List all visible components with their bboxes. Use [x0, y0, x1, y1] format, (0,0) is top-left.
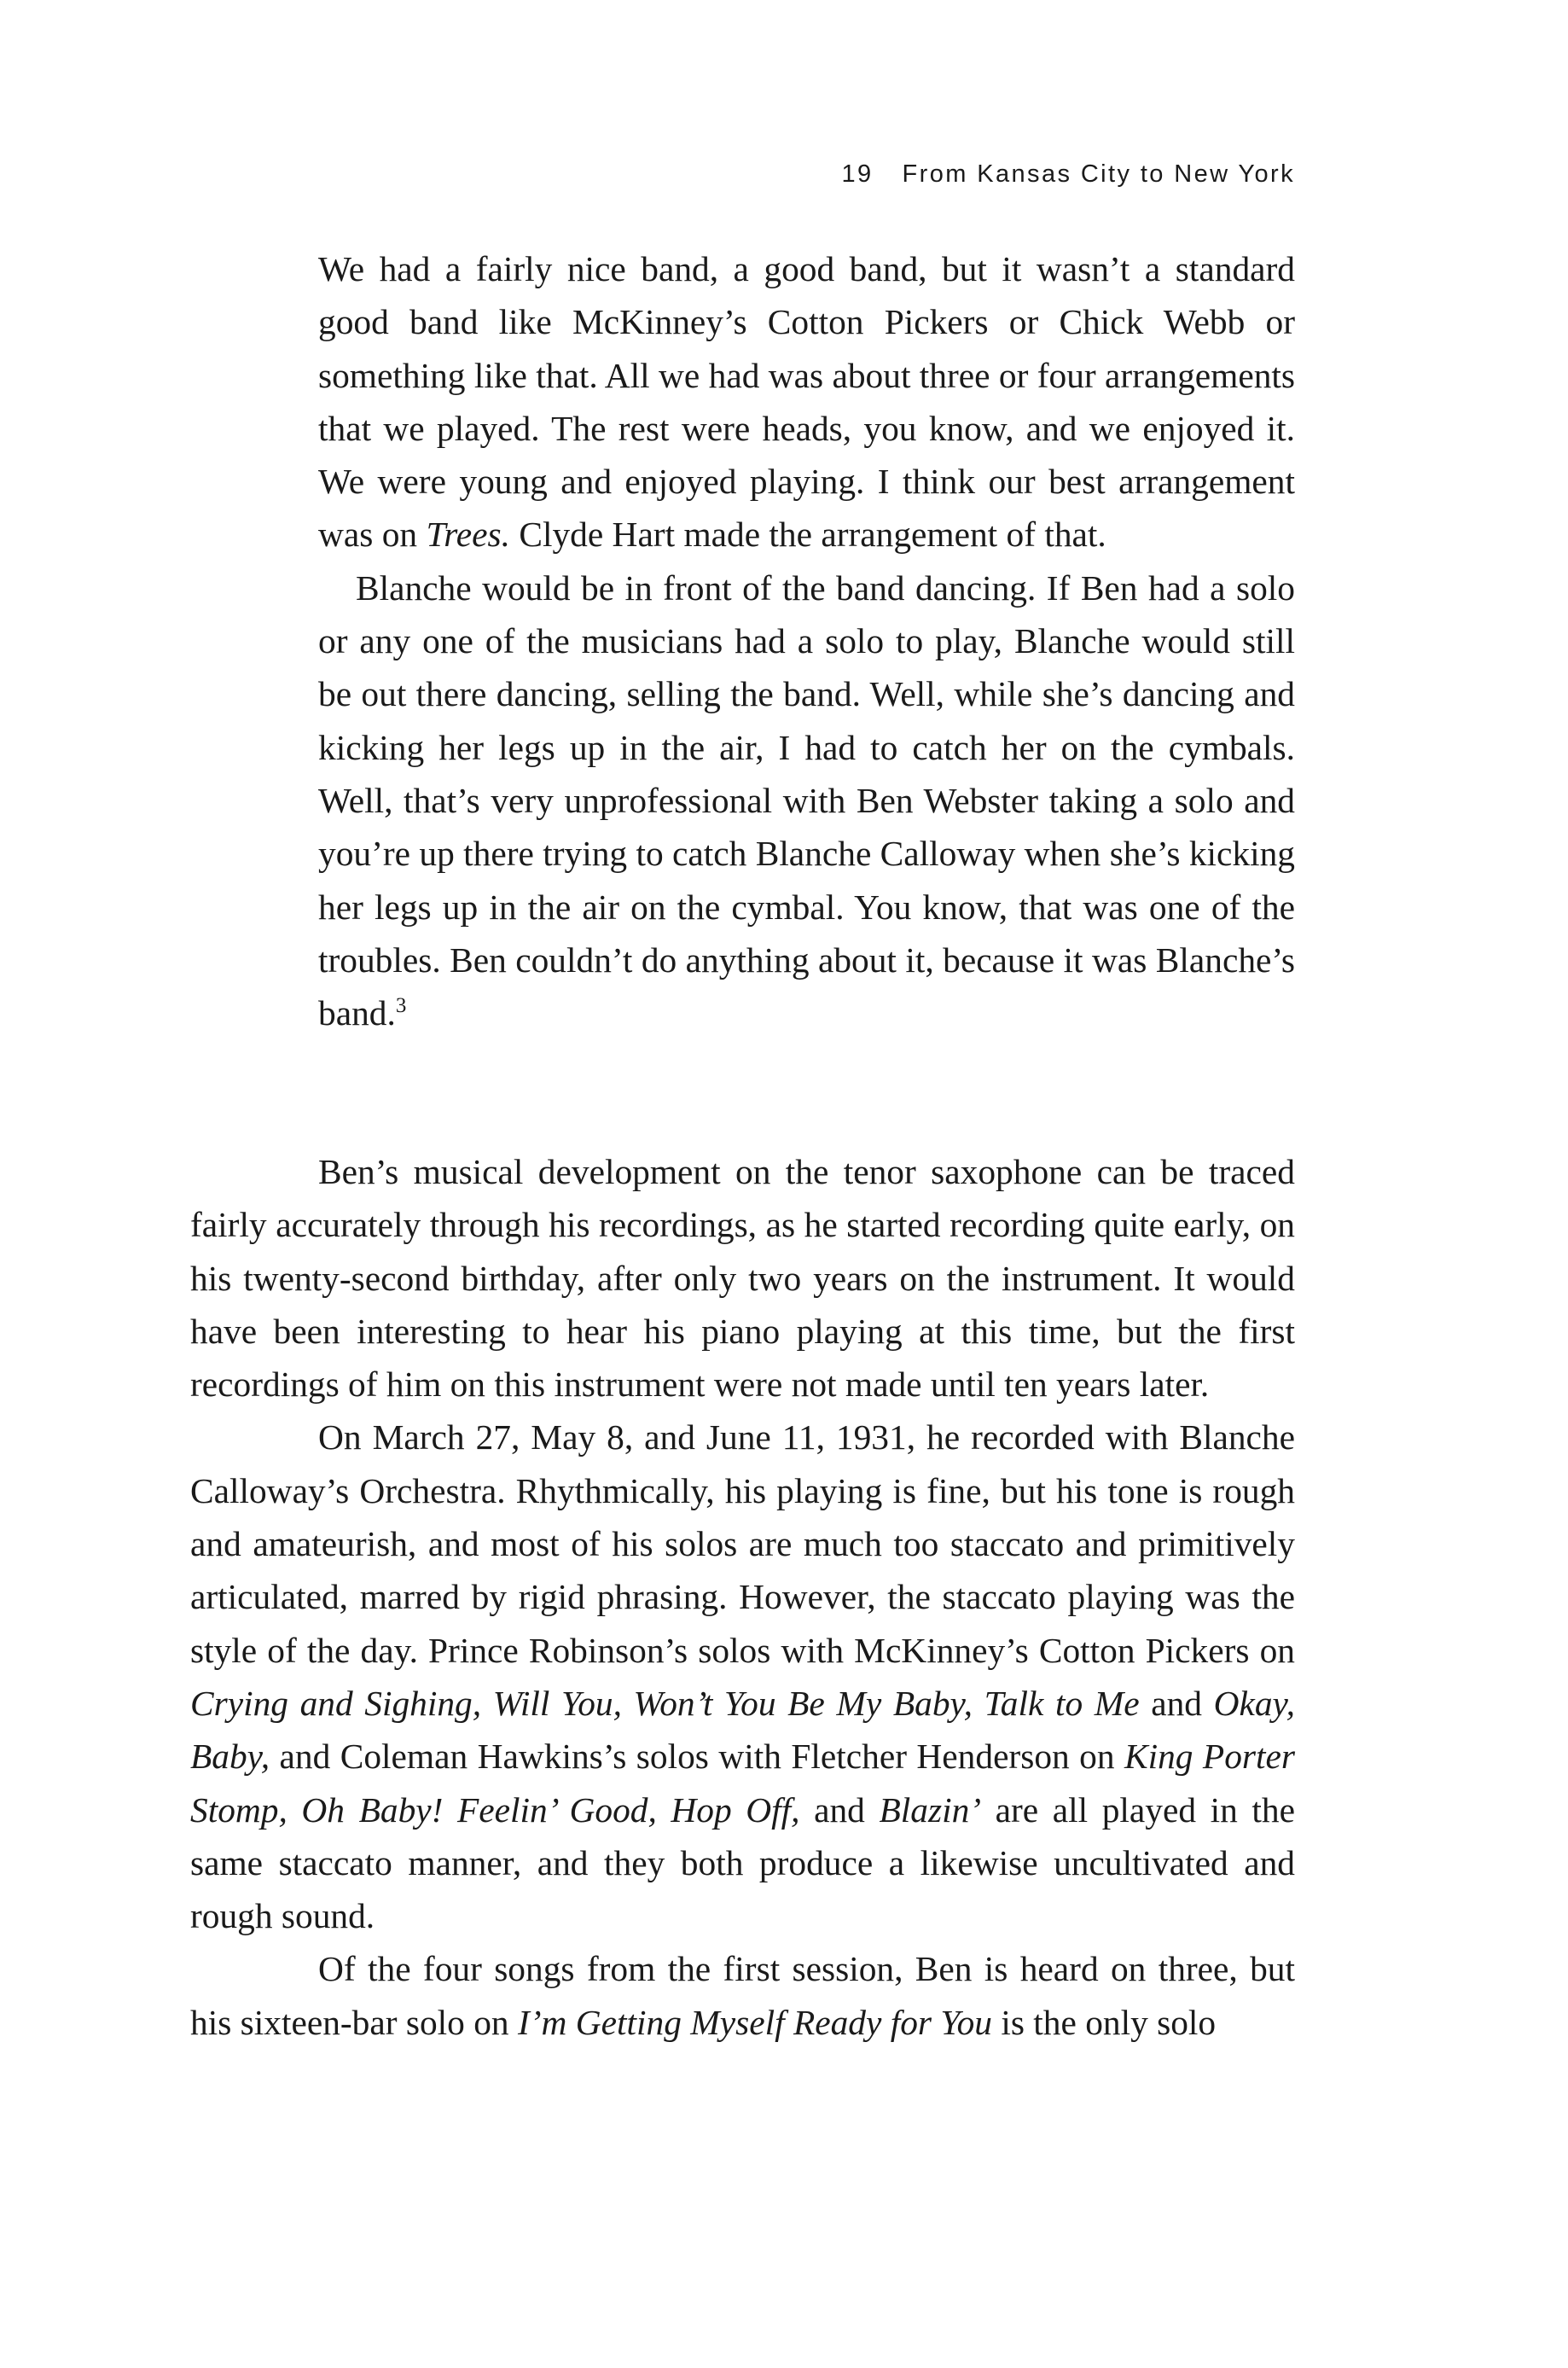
quote-text: We had a fairly nice band, a good band, but it wasn’t a standard good band like McKinney’s Cotton Pickers or Chick Webb or something like that. All we had was about three or four arrangements that we played. The rest were heads, you know, and we enjoyed it. We were young and enjoyed playing. I think our best arrangement was on [318, 249, 1295, 555]
body-text-span: Of the four songs from the first session, Ben is heard on three, but his sixteen-bar solo on [190, 1949, 1295, 2042]
running-title: From Kansas City to New York [902, 160, 1295, 188]
song-title: I’m Getting Myself Ready for You [517, 2002, 992, 2042]
footnote-reference: 3 [395, 994, 407, 1018]
block-quote [318, 242, 1295, 1045]
body-text-span: is the only solo [991, 2002, 1217, 2042]
body-text-span: and [1139, 1683, 1214, 1723]
running-header [819, 157, 1295, 191]
body-text-span: and [799, 1789, 880, 1830]
quote-paragraph [318, 242, 1295, 561]
quote-paragraph [318, 561, 1295, 1046]
song-title: King Porter Stomp, Oh Baby! Feelin’ Good, Hop Off, [190, 1737, 1295, 1830]
body-paragraph [190, 1942, 1295, 2049]
body-paragraph [190, 1411, 1295, 1942]
quote-text: Blanche would be in front of the band dancing. If Ben had a solo or any one of the musicians had a solo to play, Blanche would still be out there dancing, selling the band. Well, while she’s dancing and kicking her legs up in the air, I had to catch her on the cymbals. Well, that’s very unprofessional with Ben Webster taking a solo and you’re up there trying to catch Blanche Calloway when she’s kicking her legs up in the air on the cymbal. You know, that was one of the troubles. Ben couldn’t do anything about it, because it was Blanche’s band. [318, 567, 1295, 1033]
song-title: Trees. [426, 515, 510, 555]
body-paragraph: Ben’s musical development on the tenor saxophone can be traced fairly accurately through his recordings, as he started recording quite early, on his twenty-second birthday, after only two years on the instrument. It would have been interesting to hear his piano playing at this time, but the first recordings of him on this instrument were not made until ten years later. [190, 1152, 1295, 1405]
body-text-span: On March 27, May 8, and June 11, 1931, he recorded with Blanche Calloway’s Orchestra. Rhythmically, his playing is fine, but his tone is rough and amateurish, and most of his solos are much too staccato and primitively articulated, marred by rigid phrasing. However, the staccato playing was the style of the day. Prince Robinson’s solos with McKinney’s Cotton Pickers on [190, 1417, 1295, 1670]
page-number: 19 [841, 160, 874, 188]
body-text-span: and Coleman Hawkins’s solos with Fletcher Henderson on [270, 1737, 1124, 1777]
song-title: Crying and Sighing, Will You, Won’t You Be My Baby, Talk to Me [190, 1683, 1140, 1723]
song-title: Okay, Baby, [190, 1683, 1295, 1777]
body-text [190, 1145, 1295, 2049]
quote-text: Clyde Hart made the arrangement of that. [509, 515, 1106, 555]
song-title: Blazin’ [879, 1789, 982, 1830]
body-text-span: are all played in the same staccato manner, and they both produce a likewise uncultivated and rough sound. [190, 1789, 1295, 1936]
